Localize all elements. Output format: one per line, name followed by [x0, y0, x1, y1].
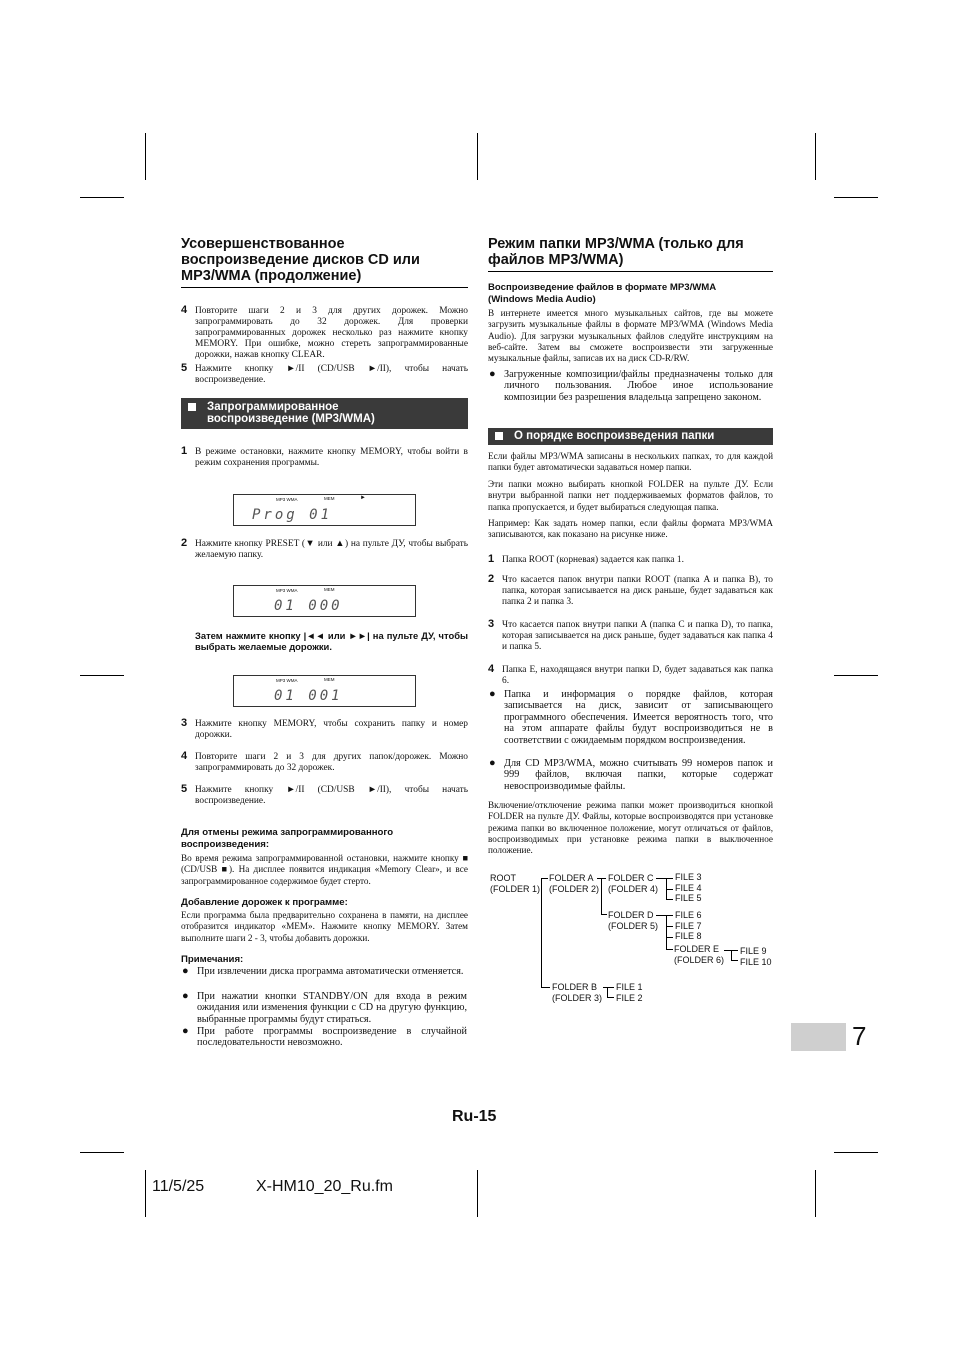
step-text: Нажмите кнопку PRESET (▼ или ▲) на пульте ДУ, чтобы выбрать желаемую папку.	[195, 539, 468, 560]
tree-label: FOLDER C	[608, 873, 654, 883]
bullet-icon: ●	[489, 688, 496, 700]
tree-label: (FOLDER 5)	[608, 920, 659, 931]
folder-mode-text: Включение/отключение режима папки может производиться кнопкой FOLDER на пульте ДУ. Файлы, которые воспроизводятся при установке режима папки во включенное положение, могут отличаться от файлов, воспроизводимых при установке режима папки в выключенное положение.	[488, 800, 773, 856]
tree-connector	[666, 915, 667, 950]
footer-date: 11/5/25	[152, 1178, 205, 1195]
step-number: 1	[488, 553, 495, 565]
step-text: Нажмите кнопку ►/II (CD/USB ►/II), чтобы начать воспроизведение.	[195, 364, 468, 385]
step-text: Папка E, находящаяся внутри папки D, будет задаваться как папка 6.	[502, 665, 773, 686]
step-text: Нажмите кнопку MEMORY, чтобы сохранить папку и номер дорожки.	[195, 719, 468, 740]
tree-folder-d	[608, 910, 658, 931]
tree-files-c	[675, 872, 702, 904]
tree-connector	[666, 926, 673, 927]
crop-mark	[815, 133, 816, 180]
tree-label: (FOLDER 6)	[674, 954, 725, 965]
crop-mark	[80, 675, 124, 676]
tree-label: FILE 9	[740, 946, 767, 956]
step-text: Что касается папок внутри папки ROOT (папка A и папка B), то папка, которая записывается на диск раньше, будет задаваться как папка 2 и папка 3.	[502, 575, 773, 607]
step-number: 2	[488, 573, 495, 585]
step-number: 3	[488, 618, 495, 630]
folder-paragraph: Например: Как задать номер папки, если файлы формата MP3/WMA записываются, как показано на рисунке ниже.	[488, 518, 773, 540]
lcd-mem-label: MEM	[324, 587, 335, 592]
title-line: воспроизведение дисков CD или	[181, 252, 420, 268]
step-text: Что касается папок внутри папки A (папка C и папка D), то папка, которая записывается на диск раньше, будет задаваться как папка 4 и папка 5.	[502, 620, 773, 652]
tree-connector	[656, 915, 673, 916]
tree-connector	[541, 878, 548, 879]
step-text: В режиме остановки, нажмите кнопку MEMORY, чтобы войти в режим сохранения программы.	[195, 447, 468, 468]
bullet-text: Загруженные композиции/файлы предназначены только для личного пользования. Любое иное использование композиции без разрешения владельца запрещено законом.	[504, 369, 773, 403]
folder-bullet	[489, 757, 773, 792]
step-number: 1	[181, 445, 188, 457]
footer-filename: X-HM10_20_Ru.fm	[256, 1178, 393, 1195]
crop-mark	[834, 675, 878, 676]
square-icon	[495, 432, 503, 440]
tree-label: (FOLDER 1)	[490, 883, 541, 894]
tree-label: FILE 8	[675, 931, 702, 941]
tree-folder-e	[674, 944, 724, 965]
bullet-icon: ●	[182, 965, 189, 977]
tree-label: FILE 10	[740, 956, 772, 967]
note-text: При работе программы воспроизведение в случайной последовательности невозможно.	[197, 1026, 467, 1049]
tree-label: FOLDER E	[674, 944, 720, 954]
lcd-mp3-label: MP3 WMA	[276, 497, 298, 502]
bar-line: воспроизведение (MP3/WMA)	[207, 413, 375, 425]
step-number: 5	[181, 783, 188, 795]
step-4	[181, 304, 468, 361]
tree-label: FILE 3	[675, 872, 702, 882]
tree-connector	[607, 997, 614, 998]
lcd-segment-text: 01 001	[274, 688, 343, 704]
subheading-line: Воспроизведение файлов в формате MP3/WMA	[488, 282, 717, 293]
left-section-title	[181, 236, 471, 284]
tree-label: FOLDER A	[549, 873, 594, 883]
tree-label: FILE 2	[616, 992, 643, 1003]
step-number: 3	[181, 717, 188, 729]
title-line: MP3/WMA (продолжение)	[181, 268, 362, 284]
tree-connector	[601, 914, 607, 915]
step-text: Повторите шаги 2 и 3 для других дорожек. Можно запрограммировать до 32 дорожек. Для проверки запрограммированных дорожек несколько раз нажмите кнопку MEMORY. При ошибке, можно стереть запрограммированные дорожки, нажав кнопку CLEAR.	[195, 306, 468, 360]
cancel-heading: Для отмены режима запрограммированного воспроизведения:	[181, 827, 394, 850]
crop-mark	[834, 1152, 878, 1153]
step-text: Нажмите кнопку ►/II (CD/USB ►/II), чтобы начать воспроизведение.	[195, 785, 468, 806]
bar-label: О порядке воспроизведения папки	[514, 430, 715, 442]
tree-label: (FOLDER 2)	[549, 883, 600, 894]
title-rule	[488, 271, 773, 272]
intro-text: В интернете имеется много музыкальных сайтов, где вы можете загрузить музыкальные файлы в формате MP3/WMA (Windows Media Audio). Для загрузки музыкальных файлов следуйте инструкциям на веб-сайте. Затем вы сможете воспроизвести эти загруженные музыкальные файлы, записав их на диск CD-R/RW.	[488, 308, 773, 364]
bullet-icon: ●	[489, 368, 496, 380]
note-item	[182, 1025, 467, 1049]
folder-step-3	[488, 618, 773, 653]
program-play-section-bar	[181, 398, 468, 429]
tree-label: FILE 1	[616, 982, 643, 992]
tree-connector	[666, 949, 673, 950]
add-tracks-heading: Добавление дорожек к программе:	[181, 897, 348, 908]
chapter-number: 7	[852, 1021, 867, 1051]
crop-mark	[477, 1170, 478, 1217]
chapter-tab	[791, 1023, 846, 1051]
lcd-segment-text: Prog 01	[252, 507, 333, 523]
tree-label: FOLDER D	[608, 910, 654, 920]
step-number: 2	[181, 537, 188, 549]
folder-step-2	[488, 573, 773, 608]
tree-connector	[541, 987, 550, 988]
title-line: файлов MP3/WMA)	[488, 252, 624, 268]
tree-label: FILE 4	[675, 882, 702, 893]
step-number: 4	[181, 304, 188, 316]
step-text: Повторите шаги 2 и 3 для других папок/дорожек. Можно запрограммировать до 32 дорожек.	[195, 752, 468, 773]
tree-files-b	[616, 982, 643, 1003]
crop-mark	[815, 1170, 816, 1217]
tree-label: FILE 5	[675, 893, 702, 903]
tree-connector	[731, 960, 738, 961]
page-number: Ru-15	[452, 1108, 497, 1125]
play-indicator-icon: ►	[360, 495, 366, 501]
title-line: Режим папки MP3/WMA (только для	[488, 236, 744, 252]
lcd-mp3-label: MP3 WMA	[276, 678, 298, 683]
step-number: 5	[181, 362, 188, 374]
square-icon	[188, 403, 196, 411]
prog-step-5	[181, 783, 468, 807]
tree-folder-c	[608, 873, 658, 894]
bullet-icon: ●	[489, 757, 496, 769]
prog-step-4	[181, 750, 468, 774]
tree-connector	[656, 878, 673, 879]
crop-mark	[80, 1152, 124, 1153]
track-select-instruction: Затем нажмите кнопку |◄◄ или ►►| на пульте ДУ, чтобы выбрать желаемые дорожки.	[195, 630, 468, 652]
title-line: Усовершенствованное	[181, 236, 345, 252]
prog-step-2	[181, 537, 468, 561]
crop-mark	[145, 133, 146, 180]
tree-label: ROOT	[490, 873, 516, 883]
folder-paragraph: Эти папки можно выбирать кнопкой FOLDER на пульте ДУ. Если внутри выбранной папки нет поддерживаемых форматов файлов, то папка пропускается, и будет выбираться следующая папка.	[488, 479, 773, 512]
lcd-segment-text: 01 000	[274, 598, 343, 614]
crop-mark	[477, 133, 478, 180]
bullet-text: Папка и информация о порядке файлов, которая записывается на диск, зависит от записывающего программного обеспечения. Имеется вероятность того, что на этом аппарате файлы будут воспроизводиться не в соответствии с ожидаемым порядком воспроизведения.	[504, 689, 773, 746]
tree-folder-b	[552, 982, 602, 1003]
tree-files-d	[675, 910, 702, 942]
crop-mark	[834, 197, 878, 198]
tree-connector	[601, 878, 602, 915]
bullet-icon: ●	[182, 1025, 189, 1037]
tree-label: FILE 6	[675, 910, 702, 920]
note-text: При извлечении диска программа автоматически отменяется.	[197, 966, 464, 977]
folder-order-section-bar	[488, 428, 773, 445]
bullet-text: Для CD MP3/WMA, можно считывать 99 номеров папок и 999 файлов, включая папки, которые содержат невоспроизводимые файлы.	[504, 758, 773, 792]
tree-label: FILE 7	[675, 920, 702, 931]
step-number: 4	[181, 750, 188, 762]
lcd-mp3-label: MP3 WMA	[276, 588, 298, 593]
bar-line: Запрограммированное	[207, 401, 339, 413]
tree-connector	[666, 899, 673, 900]
tree-root	[490, 873, 540, 894]
prog-step-3	[181, 717, 468, 741]
step-text: Папка ROOT (корневая) задается как папка 1.	[502, 555, 684, 565]
lcd-display-prog	[233, 494, 416, 526]
note-text: При нажатии кнопки STANDBY/ON для входа в режим ожидания или изменения функции с CD на другую функцию, выбранные программы будут стираться.	[197, 991, 467, 1025]
lcd-mem-label: MEM	[324, 496, 335, 501]
tree-files-e	[740, 946, 772, 967]
tree-connector	[666, 937, 673, 938]
tree-connector	[541, 878, 542, 988]
right-section-title	[488, 236, 778, 268]
title-rule	[181, 287, 468, 288]
crop-mark	[80, 197, 124, 198]
folder-step-1	[488, 553, 773, 566]
folder-bullet	[489, 688, 773, 746]
note-item	[182, 965, 467, 977]
subheading-line: (Windows Media Audio)	[488, 293, 596, 305]
tree-connector	[666, 889, 673, 890]
tree-connector	[603, 987, 614, 988]
lcd-display-folder	[233, 585, 416, 617]
prog-step-1	[181, 445, 468, 469]
folder-paragraph: Если файлы MP3/WMA записаны в нескольких папках, то для каждой папки будет автоматически задаваться номер папки.	[488, 451, 773, 473]
copyright-bullet	[489, 368, 773, 403]
add-tracks-text: Если программа была предварительно сохранена в памяти, на дисплее отобразится индикатор «MEM». Нажмите кнопку MEMORY. Затем выполните шаги 2 - 3, чтобы добавить дорожки.	[181, 910, 468, 943]
mp3-wma-subheading	[488, 282, 773, 305]
lcd-mem-label: MEM	[324, 677, 335, 682]
tree-label: (FOLDER 3)	[552, 992, 603, 1003]
note-item	[182, 990, 467, 1025]
step-5	[181, 362, 468, 386]
cancel-text: Во время режима запрограммированной остановки, нажмите кнопку ■ (CD/USB ■). На дисплее появится индикация «Memory Clear», и все запрограммированное содержимое будет стерто.	[181, 853, 468, 886]
bullet-icon: ●	[182, 990, 189, 1002]
notes-heading: Примечания:	[181, 954, 244, 965]
lcd-display-track	[233, 675, 416, 707]
tree-folder-a	[549, 873, 599, 894]
step-number: 4	[488, 663, 495, 675]
crop-mark	[145, 1170, 146, 1217]
folder-step-4	[488, 663, 773, 687]
tree-label: FOLDER B	[552, 982, 598, 992]
tree-label: (FOLDER 4)	[608, 883, 659, 894]
